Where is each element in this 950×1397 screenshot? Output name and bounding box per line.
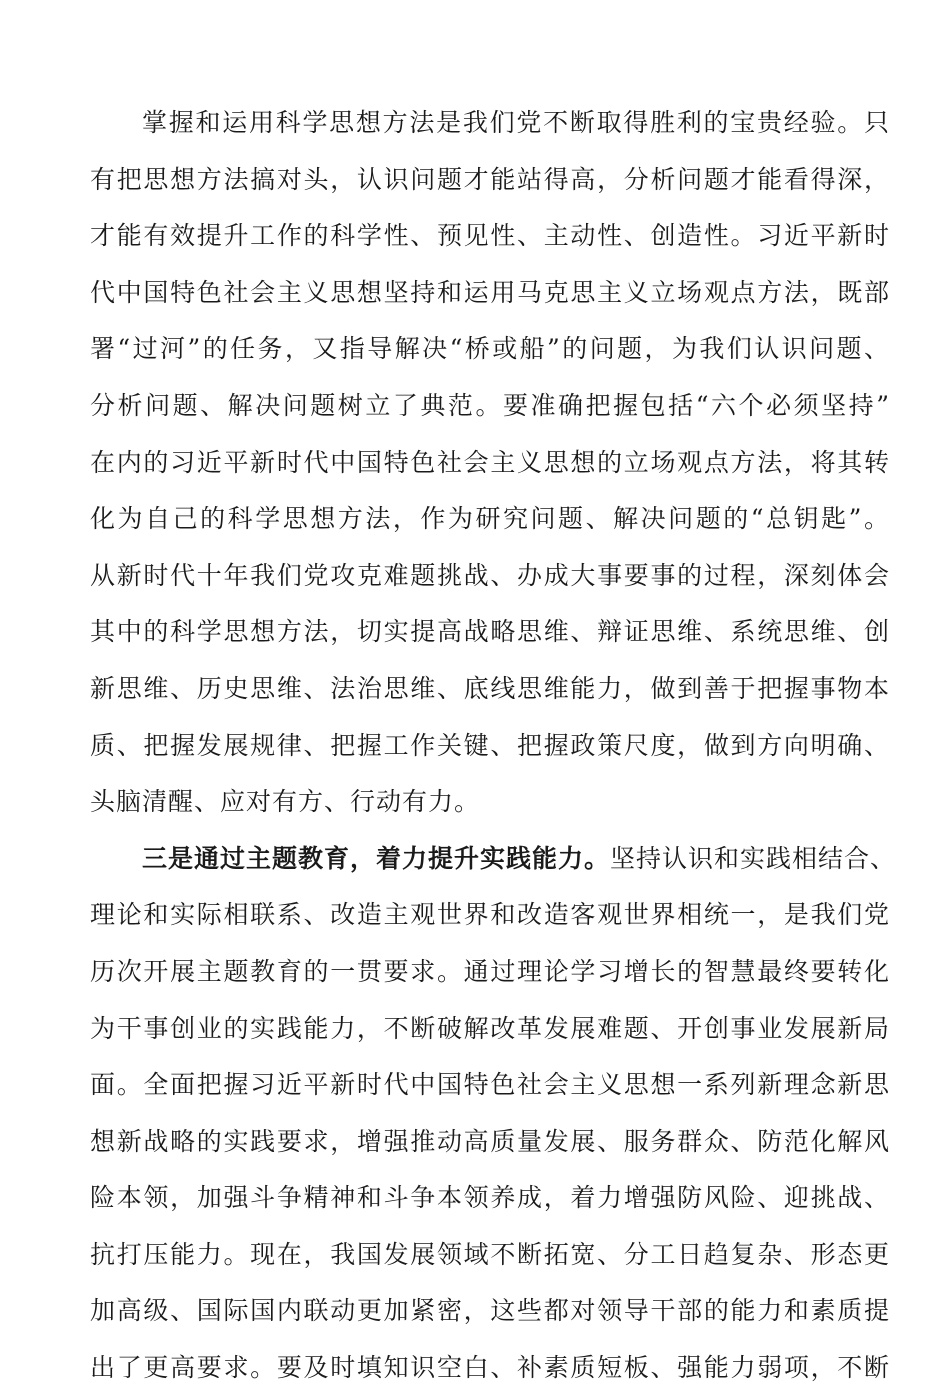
text-line — [90, 831, 897, 888]
text-line: 面。全面把握习近平新时代中国特色社会主义思想一系列新理念新思 — [90, 1070, 890, 1100]
text-line: 理论和实际相联系、改造主观世界和改造客观世界相统一，是我们党 — [90, 900, 890, 930]
text-line: 掌握和运用科学思想方法是我们党不断取得胜利的宝贵经验。只 — [142, 108, 890, 137]
paragraph-2 — [90, 831, 897, 1397]
section-heading: 三是通过主题教育，着力提升实践能力。 — [142, 843, 611, 873]
text-line: 质、把握发展规律、把握工作关键、把握政策尺度，做到方向明确、 — [90, 730, 890, 760]
text-line: 从新时代十年我们党攻克难题挑战、办成大事要事的过程，深刻体会 — [90, 560, 890, 590]
document-body — [90, 95, 897, 1397]
text-line: 加高级、国际国内联动更加紧密，这些都对领导干部的能力和素质提 — [90, 1296, 890, 1326]
text-line: 头脑清醒、应对有方、行动有力。 — [90, 787, 481, 817]
heading-line-rest: 坚持认识和实践相结合、 — [610, 843, 897, 873]
text-line: 代中国特色社会主义思想坚持和运用马克思主义立场观点方法，既部 — [90, 277, 890, 307]
text-line: 新思维、历史思维、法治思维、底线思维能力，做到善于把握事物本 — [90, 673, 890, 703]
text-line: 想新战略的实践要求，增强推动高质量发展、服务群众、防范化解风 — [90, 1126, 890, 1156]
text-line: 历次开展主题教育的一贯要求。通过理论学习增长的智慧最终要转化 — [90, 956, 890, 986]
text-line: 其中的科学思想方法，切实提高战略思维、辩证思维、系统思维、创 — [90, 617, 890, 647]
text-line: 出了更高要求。要及时填知识空白、补素质短板、强能力弱项，不断 — [90, 1353, 890, 1383]
text-line: 抗打压能力。现在，我国发展领域不断拓宽、分工日趋复杂、形态更 — [90, 1239, 890, 1269]
text-line: 为干事创业的实践能力，不断破解改革发展难题、开创事业发展新局 — [90, 1013, 890, 1043]
text-line: 在内的习近平新时代中国特色社会主义思想的立场观点方法，将其转 — [90, 447, 890, 477]
text-line: 才能有效提升工作的科学性、预见性、主动性、创造性。习近平新时 — [90, 221, 890, 251]
text-line: 有把思想方法搞对头，认识问题才能站得高，分析问题才能看得深， — [90, 164, 890, 194]
text-line: 化为自己的科学思想方法，作为研究问题、解决问题的“总钥匙”。 — [90, 504, 890, 534]
text-line: 险本领，加强斗争精神和斗争本领养成，着力增强防风险、迎挑战、 — [90, 1183, 890, 1213]
paragraph-1 — [90, 95, 890, 831]
text-line: 署“过河”的任务，又指导解决“桥或船”的问题，为我们认识问题、 — [90, 334, 890, 364]
text-line: 分析问题、解决问题树立了典范。要准确把握包括“六个必须坚持” — [90, 390, 890, 420]
